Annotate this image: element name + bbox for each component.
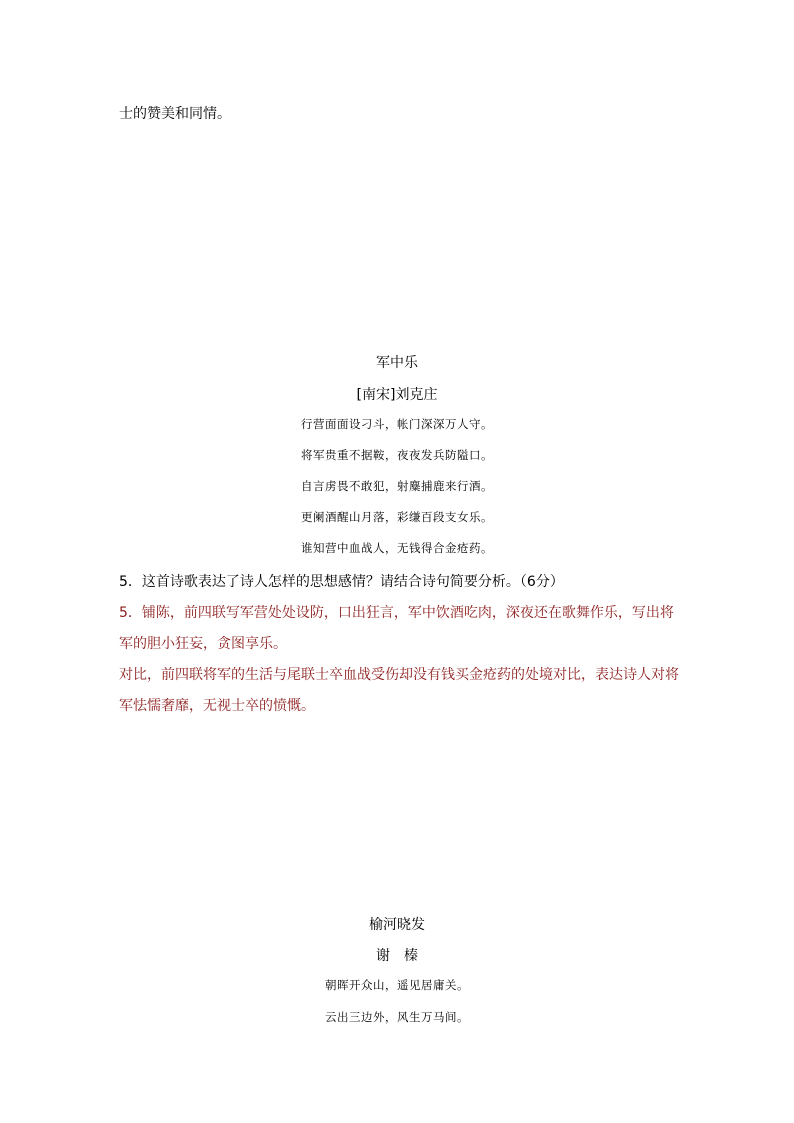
intro-tail-text: 士的赞美和同情。: [119, 106, 231, 122]
answer-line: 5．铺陈，前四联写军营处处设防，口出狂言，军中饮酒吃肉，深夜还在歌舞作乐，写出将: [119, 605, 674, 621]
poem1-line: 谁知营中血战人，无钱得合金疮药。: [301, 541, 493, 555]
poem1-line: 自言虏畏不敢犯，射麋捕鹿来行酒。: [301, 479, 493, 493]
poem2-line: 朝晖开众山，遥见居庸关。: [325, 978, 469, 992]
answer-line: 对比，前四联将军的生活与尾联士卒血战受伤却没有钱买金疮药的处境对比，表达诗人对将: [119, 667, 679, 683]
answer-line: 军怯懦奢靡，无视士卒的愤慨。: [119, 698, 315, 714]
question-text: 5．这首诗歌表达了诗人怎样的思想感情？请结合诗句简要分析。（6分）: [119, 574, 564, 590]
answer-line: 军的胆小狂妄，贪图享乐。: [119, 636, 287, 652]
poem1-line: 将军贵重不据鞍，夜夜发兵防隘口。: [301, 448, 493, 462]
poem1-line: 行营面面设刁斗，帐门深深万人守。: [301, 417, 493, 431]
poem1-title: 军中乐: [376, 355, 418, 371]
poem1-line: 更阑酒醒山月落，彩缣百段支女乐。: [301, 510, 493, 524]
poem2-line: 云出三边外，风生万马间。: [325, 1010, 469, 1024]
poem2-author: 谢 榛: [376, 948, 418, 964]
poem2-title: 榆河晓发: [369, 917, 425, 933]
poem1-author: [南宋]刘克庄: [356, 387, 438, 403]
